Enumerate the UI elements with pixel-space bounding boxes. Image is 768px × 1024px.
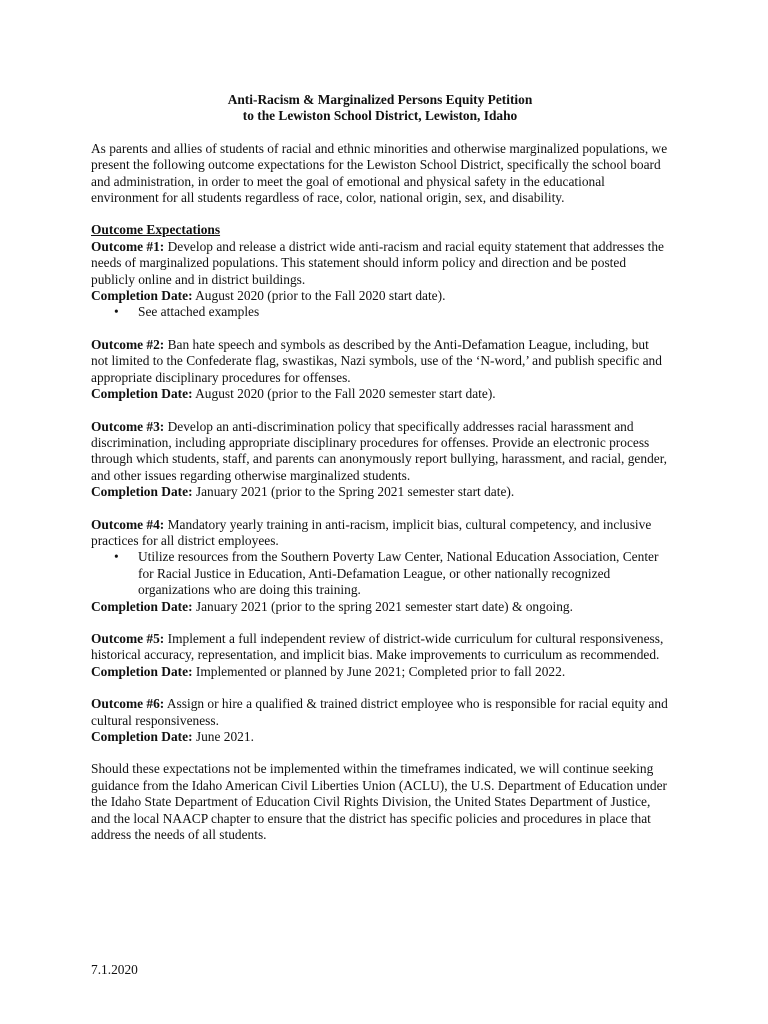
intro-paragraph: As parents and allies of students of racial and ethnic minorities and otherwise marginalized populations, we present the following outcome expectations for the Lewiston School District, specifically the school board and administration, in order to meet the goal of emotional and physical safety in the educational environment for all students regardless of race, color, national origin, sex, and disability. (91, 140, 668, 206)
outcome-2-text: Ban hate speech and symbols as described by the Anti-Defamation League, including, but not limited to the Confederate flag, swastikas, Nazi symbols, use of the ‘N-word,’ and publish specific and appropriate disciplinary procedures for offenses. (91, 336, 662, 385)
outcome-1-text: Develop and release a district wide anti-racism and racial equity statement that addresses the needs of marginalized populations. This statement should inform policy and direction and be posted publicly online and in district buildings. (91, 238, 665, 287)
outcome-4-text: Mandatory yearly training in anti-racism, implicit bias, cultural competency, and inclusive practices for all district employees. (91, 516, 652, 548)
outcome-6-completion-date: June 2021. (195, 729, 254, 744)
outcome-4-completion (91, 599, 669, 615)
bullet-icon: • (114, 549, 119, 565)
outcome-5-description (91, 631, 669, 664)
outcome-6 (91, 696, 669, 745)
outcome-5-label: Outcome #5: (91, 630, 165, 646)
outcome-4-label: Outcome #4: (91, 516, 165, 532)
completion-label: Completion Date: (91, 288, 193, 304)
outcome-2-completion (91, 386, 669, 402)
outcome-1-bullets (91, 304, 669, 320)
outcome-2-label: Outcome #2: (91, 336, 165, 352)
outcome-6-completion (91, 729, 669, 745)
outcome-5-completion (91, 664, 669, 680)
outcome-4-bullets (91, 549, 669, 598)
completion-label: Completion Date: (91, 386, 193, 402)
outcome-3-completion (91, 484, 669, 500)
outcome-3-completion-date: January 2021 (prior to the Spring 2021 semester start date). (195, 484, 515, 500)
closing-paragraph: Should these expectations not be implemented within the timeframes indicated, we will continue seeking guidance from the Idaho American Civil Liberties Union (ACLU), the U.S. Department of Education under the Idaho State Department of Education Civil Rights Division, the United States Department of Justice, and the local NAACP chapter to ensure that the district has specific policies and procedures in place that address the needs of all students. (91, 761, 668, 843)
outcome-4-completion-date: January 2021 (prior to the spring 2021 semester start date) & ongoing. (195, 598, 573, 614)
outcome-5-completion-date: Implemented or planned by June 2021; Completed prior to fall 2022. (195, 663, 566, 679)
outcome-1-label: Outcome #1: (91, 238, 165, 254)
list-item (114, 304, 669, 320)
outcome-4-description (91, 517, 669, 550)
document-title (91, 92, 669, 125)
outcome-4-bullet-text: Utilize resources from the Southern Poverty Law Center, National Education Association, Center for Racial Justice in Education, Anti-Defamation League, or other nationally recognized organizations who are doing this training. (138, 549, 659, 598)
completion-label: Completion Date: (91, 729, 193, 744)
completion-label: Completion Date: (91, 484, 193, 500)
footer-date: 7.1.2020 (91, 962, 138, 977)
completion-label: Completion Date: (91, 663, 193, 679)
section-heading: Outcome Expectations (91, 222, 221, 238)
outcome-1-bullet-text: See attached examples (138, 304, 260, 320)
outcome-3 (91, 419, 669, 501)
outcome-6-label: Outcome #6: (91, 696, 165, 712)
outcome-2 (91, 337, 669, 403)
outcome-1-completion (91, 288, 669, 304)
outcome-1-completion-date: August 2020 (prior to the Fall 2020 start date). (195, 288, 446, 304)
bullet-icon: • (114, 304, 119, 320)
title-line-1: Anti-Racism & Marginalized Persons Equity Petition (227, 92, 533, 107)
outcome-4 (91, 517, 669, 615)
outcome-6-description (91, 696, 669, 729)
outcome-2-completion-date: August 2020 (prior to the Fall 2020 semester start date). (195, 386, 496, 402)
list-item (114, 549, 669, 598)
outcome-3-text: Develop an anti-discrimination policy that specifically addresses racial harassment and discrimination, including appropriate disciplinary procedures for offenses. Provide an electronic process through which students, staff, and parents can anonymously report bullying, harassment, and racial, gender, and other issues regarding otherwise marginalized students. (91, 418, 667, 483)
outcome-5-text: Implement a full independent review of district-wide curriculum for cultural responsiveness, historical accuracy, representation, and implicit bias. Make improvements to curriculum as recommended. (91, 630, 664, 663)
outcome-1-description (91, 239, 669, 288)
document-page (91, 92, 669, 843)
outcome-5 (91, 631, 669, 680)
completion-label: Completion Date: (91, 598, 193, 614)
outcome-3-label: Outcome #3: (91, 418, 165, 434)
outcome-1 (91, 239, 669, 321)
outcome-6-text: Assign or hire a qualified & trained district employee who is responsible for racial equity and cultural responsiveness. (91, 696, 668, 728)
outcome-2-description (91, 337, 669, 386)
outcome-3-description (91, 419, 669, 485)
title-line-2: to the Lewiston School District, Lewiston, Idaho (242, 108, 518, 124)
